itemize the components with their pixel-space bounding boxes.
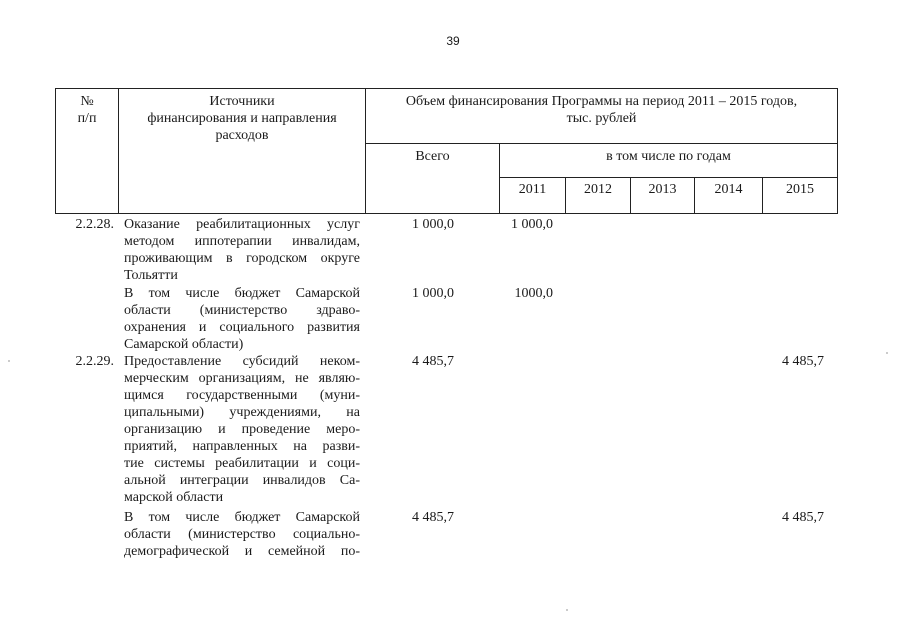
row-total: 4 485,7	[412, 510, 454, 525]
source-line: щимся государственными (муни-	[124, 388, 360, 403]
source-line: В том числе бюджет Самарской	[124, 510, 360, 525]
row-number: 2.2.29.	[75, 354, 114, 369]
header-volume-line: тыс. рублей	[566, 111, 637, 126]
source-line: охранения и социального развития	[124, 320, 360, 335]
header-number-abbr: п/п	[77, 111, 97, 126]
source-line: Тольятти	[124, 268, 178, 283]
header-number-symbol: №	[80, 94, 94, 109]
source-line: организацию и проведение меро-	[124, 422, 360, 437]
row-total: 1 000,0	[412, 286, 454, 301]
header-sources-line: расходов	[215, 128, 269, 143]
row-value-2011: 1 000,0	[511, 217, 553, 232]
header-sources-line: Источники	[209, 94, 275, 109]
row-source-text	[124, 353, 360, 506]
source-line: области (министерство здраво-	[124, 303, 360, 318]
row-source-text	[124, 285, 360, 353]
header-year-2015: 2015	[762, 177, 838, 214]
source-line: ципальными) учреждениями, на	[124, 405, 360, 420]
header-sources-cell	[118, 88, 366, 214]
source-line: тие системы реабилитации и соци-	[124, 456, 360, 471]
row-value-2015: 4 485,7	[782, 510, 824, 525]
header-by-years-cell	[499, 143, 838, 178]
source-line: Самарской области)	[124, 337, 244, 352]
scan-speck	[566, 609, 568, 611]
row-total: 4 485,7	[412, 354, 454, 369]
source-line: методом иппотерапии инвалидам,	[124, 234, 360, 249]
row-source-text	[124, 509, 360, 560]
page-number: 39	[446, 34, 460, 48]
source-line: области (министерство социально-	[124, 527, 360, 542]
scan-speck	[8, 360, 10, 362]
source-line: Предоставление субсидий неком-	[124, 354, 360, 369]
row-value-2011: 1000,0	[514, 286, 553, 301]
header-volume-cell	[365, 88, 838, 144]
header-year-2012: 2012	[565, 177, 631, 214]
header-sources-line: финансирования и направления	[147, 111, 337, 126]
header-year-2014: 2014	[694, 177, 763, 214]
row-total: 1 000,0	[412, 217, 454, 232]
source-line: проживающим в городском округе	[124, 251, 360, 266]
source-line: В том числе бюджет Самарской	[124, 286, 360, 301]
header-year-2011: 2011	[499, 177, 566, 214]
header-by-years: в том числе по годам	[606, 149, 731, 164]
source-line: Оказание реабилитационных услуг	[124, 217, 360, 232]
header-year-2013: 2013	[630, 177, 695, 214]
header-total: Всего	[415, 149, 450, 164]
source-line: приятий, направленных на разви-	[124, 439, 360, 454]
header-number-cell	[55, 88, 119, 214]
source-line: демографической и семейной по-	[124, 544, 360, 559]
header-volume-line: Объем финансирования Программы на период 2011 – 2015 годов,	[405, 94, 798, 109]
source-line: марской области	[124, 490, 224, 505]
row-number: 2.2.28.	[75, 217, 114, 232]
row-source-text	[124, 216, 360, 284]
source-line: альной интеграции инвалидов Са-	[124, 473, 360, 488]
row-value-2015: 4 485,7	[782, 354, 824, 369]
scan-speck	[886, 352, 888, 354]
source-line: мерческим организациям, не являю-	[124, 371, 360, 386]
header-total-cell	[365, 143, 500, 214]
